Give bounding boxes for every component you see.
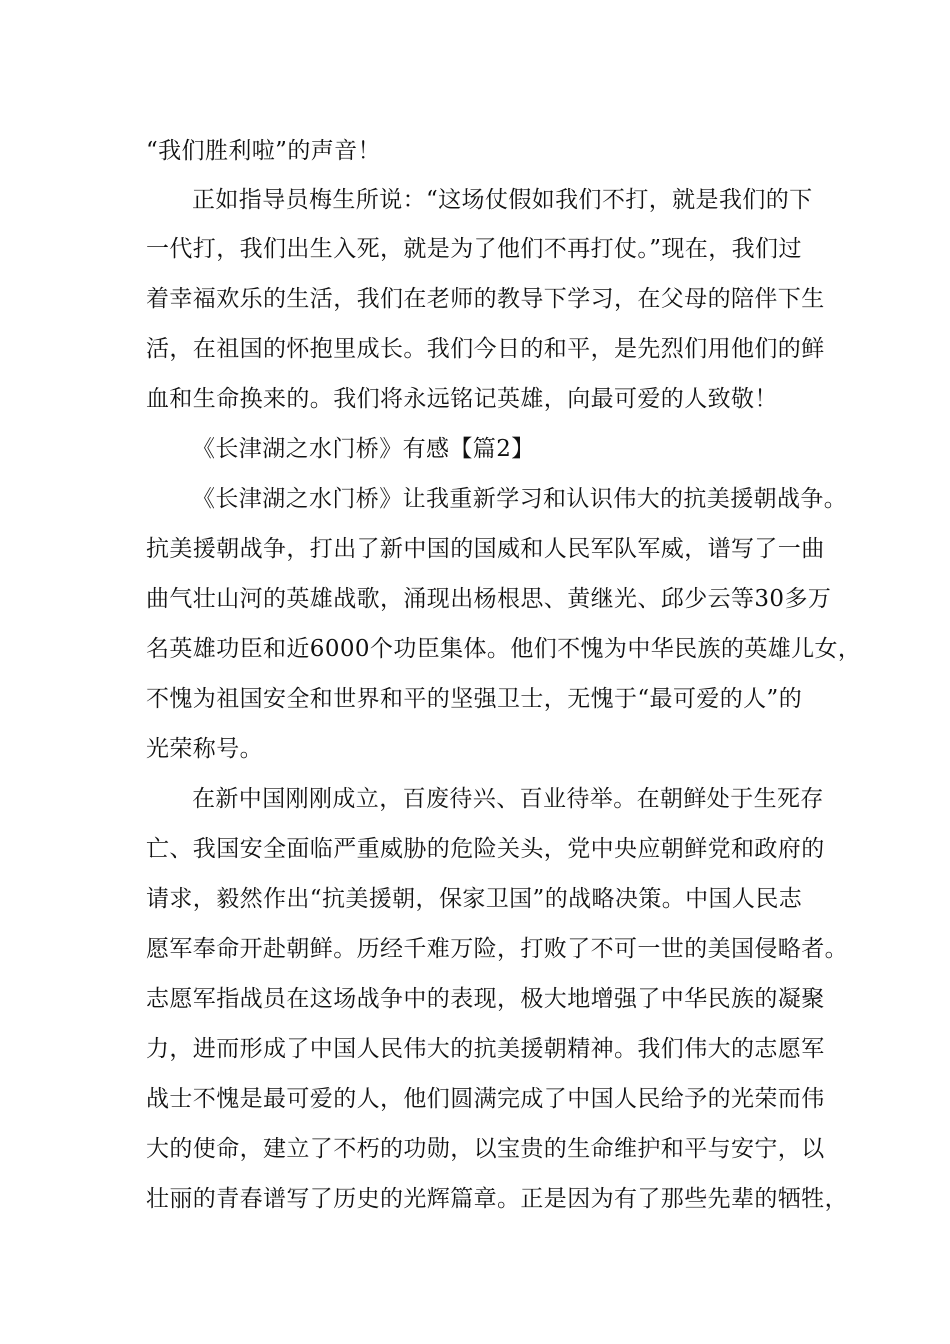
paragraph-line: 战士不愧是最可爱的人，他们圆满完成了中国人民给予的光荣而伟 bbox=[146, 1086, 825, 1112]
paragraph-line: 在新中国刚刚成立，百废待兴、百业待举。在朝鲜处于生死存 bbox=[192, 786, 824, 812]
paragraph-line: 正如指导员梅生所说：“这场仗假如我们不打，就是我们的下 bbox=[192, 187, 813, 213]
paragraph-line: 着幸福欢乐的生活，我们在老师的教导下学习，在父母的陪伴下生 bbox=[146, 286, 825, 312]
paragraph-line: 力，进而形成了中国人民伟大的抗美援朝精神。我们伟大的志愿军 bbox=[146, 1036, 825, 1062]
paragraph-line: 请求，毅然作出“抗美援朝，保家卫国”的战略决策。中国人民志 bbox=[146, 886, 803, 912]
paragraph-line: 亡、我国安全面临严重威胁的危险关头，党中央应朝鲜党和政府的 bbox=[146, 836, 825, 862]
paragraph-line: 活，在祖国的怀抱里成长。我们今日的和平，是先烈们用他们的鲜 bbox=[146, 336, 825, 362]
paragraph-line: “我们胜利啦”的声音！ bbox=[146, 138, 381, 164]
paragraph-line: 大的使命，建立了不朽的功勋，以宝贵的生命维护和平与安宁，以 bbox=[146, 1136, 825, 1162]
paragraph-line: 不愧为祖国安全和世界和平的坚强卫士，无愧于“最可爱的人”的 bbox=[146, 686, 803, 712]
paragraph-line: 光荣称号。 bbox=[146, 736, 263, 762]
paragraph-line: 名英雄功臣和近6000个功臣集体。他们不愧为中华民族的英雄儿女， bbox=[146, 636, 862, 662]
paragraph-line: 抗美援朝战争，打出了新中国的国威和人民军队军威，谱写了一曲 bbox=[146, 536, 825, 562]
paragraph-line: 血和生命换来的。我们将永远铭记英雄，向最可爱的人致敬！ bbox=[146, 386, 778, 412]
paragraph-line: 愿军奉命开赴朝鲜。历经千难万险，打败了不可一世的美国侵略者。 bbox=[146, 936, 848, 962]
section-heading: 《长津湖之水门桥》有感【篇2】 bbox=[192, 436, 535, 462]
paragraph-line: 《长津湖之水门桥》让我重新学习和认识伟大的抗美援朝战争。 bbox=[192, 486, 848, 512]
paragraph-line: 志愿军指战员在这场战争中的表现，极大地增强了中华民族的凝聚 bbox=[146, 986, 825, 1012]
paragraph-line: 一代打，我们出生入死，就是为了他们不再打仗。”现在，我们过 bbox=[146, 236, 802, 262]
paragraph-line: 曲气壮山河的英雄战歌，涌现出杨根思、黄继光、邱少云等30多万 bbox=[146, 586, 832, 612]
paragraph-line: 壮丽的青春谱写了历史的光辉篇章。正是因为有了那些先辈的牺牲， bbox=[146, 1186, 848, 1212]
